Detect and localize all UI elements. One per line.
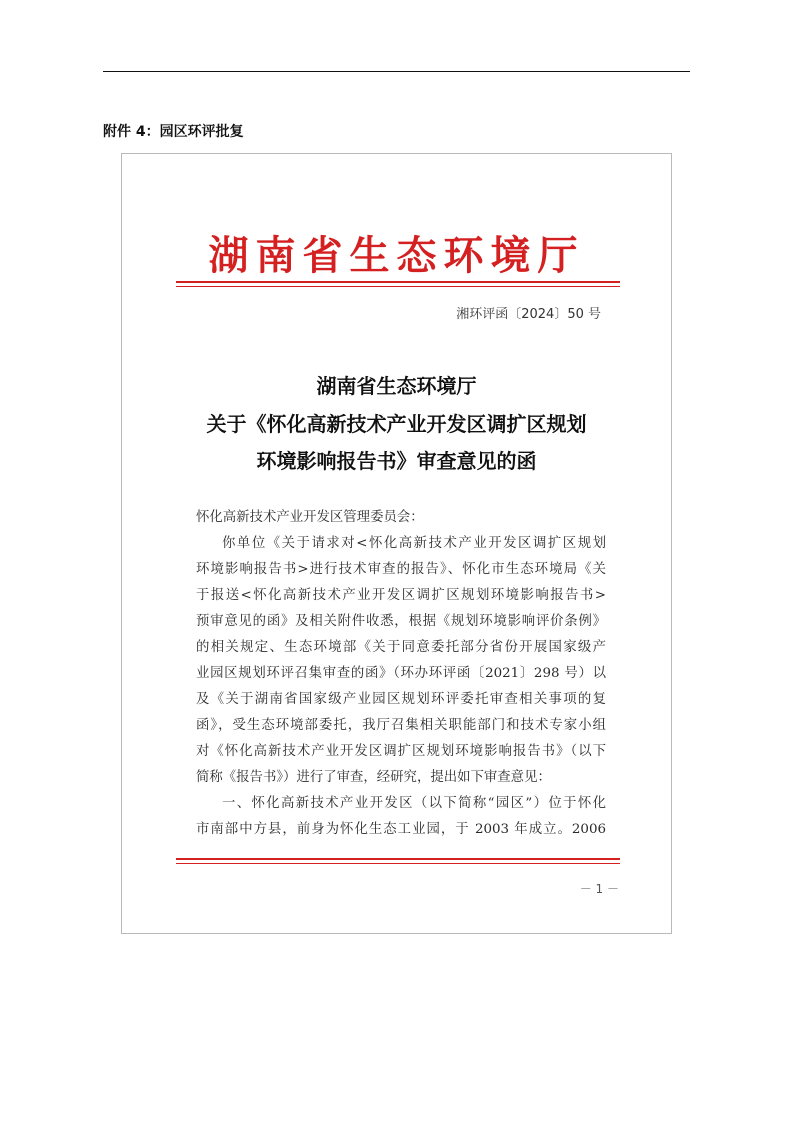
letter-title-line: 湖南省生态环境厅	[316, 374, 477, 398]
top-rule	[103, 71, 690, 72]
letterhead-rule-thin	[176, 286, 620, 287]
footer-rule-thick	[176, 858, 620, 860]
body-line-salutation: 怀化高新技术产业开发区管理委员会：	[196, 510, 424, 525]
scanned-letter	[121, 153, 672, 934]
body-line: 函》，受生态环境部委托，我厅召集相关职能部门和技术专家小组	[196, 718, 606, 733]
body-line: 的相关规定、生态环境部《关于同意委托部分省份开展国家级产	[196, 640, 606, 655]
document-number: 湘环评函〔2024〕50 号	[456, 307, 601, 322]
body-line: 一、怀化高新技术产业开发区（以下简称“园区”）位于怀化	[222, 796, 606, 811]
body-line: 对《怀化高新技术产业开发区调扩区规划环境影响报告书》（以下	[196, 744, 606, 759]
body-line: 业园区规划环评召集审查的函》（环办环评函〔2021〕298 号）以	[196, 666, 606, 681]
agency-letterhead: 湖南省生态环境厅	[208, 233, 585, 279]
body-line: 环境影响报告书>进行技术审查的报告》、怀化市生态环境局《关	[196, 562, 606, 577]
attachment-title: 附件 4：园区环评批复	[103, 124, 244, 140]
body-line: 及《关于湖南省国家级产业园区规划环评委托审查相关事项的复	[196, 692, 606, 707]
footer-rule-thin	[176, 863, 620, 864]
letter-title-line: 环境影响报告书》审查意见的函	[256, 449, 537, 473]
body-line: 于报送<怀化高新技术产业开发区调扩区规划环境影响报告书>	[196, 588, 606, 603]
page-number: － 1 －	[579, 882, 619, 896]
letterhead-rule-thick	[176, 281, 620, 283]
body-line: 预审意见的函》及相关附件收悉，根据《规划环境影响评价条例》	[196, 614, 606, 629]
body-line: 市南部中方县，前身为怀化生态工业园，于 2003 年成立。2006	[196, 822, 606, 837]
body-line: 简称《报告书》）进行了审查，经研究，提出如下审查意见：	[196, 770, 551, 785]
letter-title-line: 关于《怀化高新技术产业开发区调扩区规划	[206, 412, 587, 436]
body-line: 你单位《关于请求对<怀化高新技术产业开发区调扩区规划	[222, 536, 606, 551]
